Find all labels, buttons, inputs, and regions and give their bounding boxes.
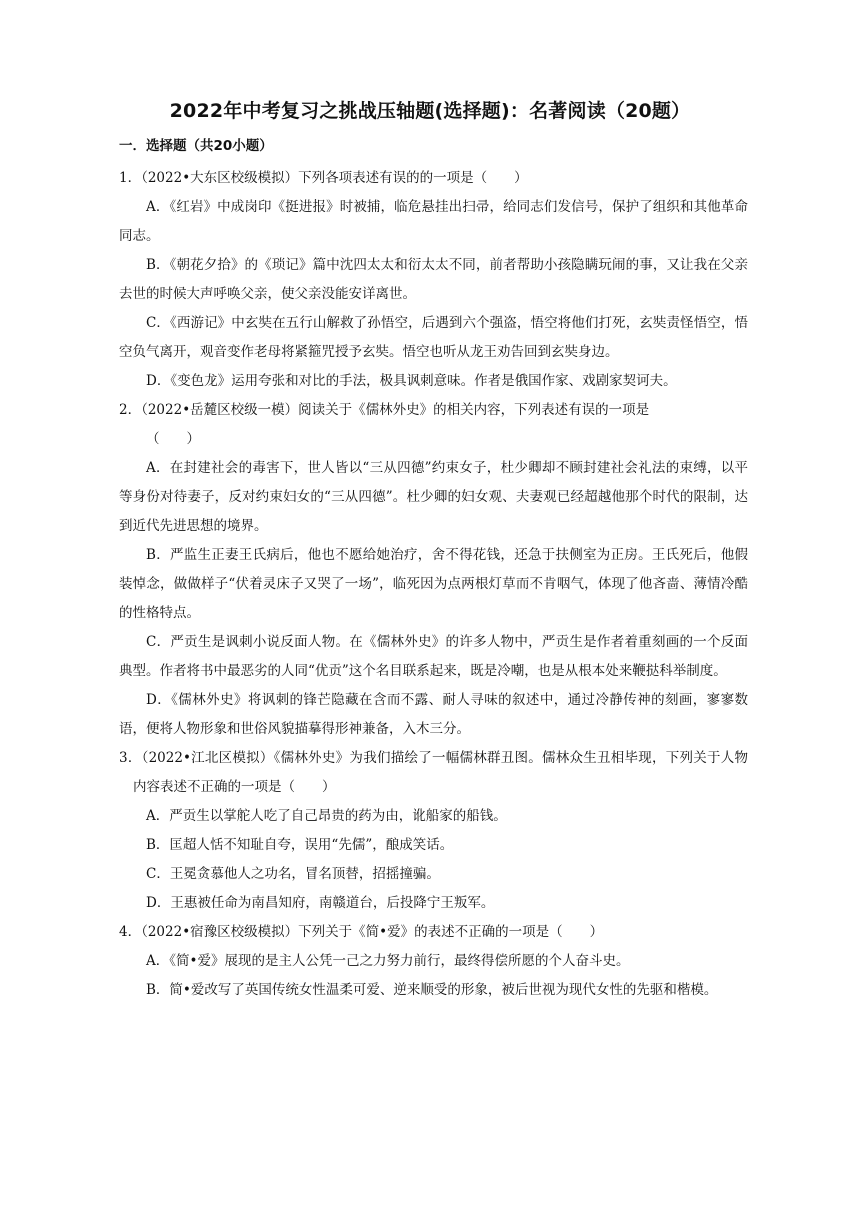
option-c: C．王冕贪慕他人之功名，冒名顶替，招摇撞骗。 [146,866,440,882]
document-title: 2022年中考复习之挑战压轴题(选择题)：名著阅读（20题） [169,100,691,122]
option-a: A．《简•爱》展现的是主人公凭一己之力努力前行，最终得偿所愿的个人奋斗史。 [146,953,630,969]
option-d: D．《儒林外史》将讽刺的锋芒隐藏在含而不露、耐人寻味的叙述中，通过冷静传神的刻画，寥寥数语，便将人物形象和世俗风貌描摹得形神兼备，入木三分。 [119,692,748,737]
option-b: B．匡超人恬不知耻自夸，误用“先儒”，酿成笑话。 [146,837,454,853]
section-heading: 一．选择题（共20小题） [119,138,273,154]
answer-parentheses: （ ） [146,431,200,447]
option-a: A．《红岩》中成岗印《挺进报》时被捕，临危悬挂出扫帚，给同志们发信号，保护了组织和其他革命同志。 [119,199,748,244]
question-1 [112,164,748,396]
option-b: B．严监生正妻王氏病后，他也不愿给她治疗，舍不得花钱，还急于扶侧室为正房。王氏死后，他假装悼念，做做样子“伏着灵床子又哭了一场”，临死因为点两根灯草而不肯咽气，体现了他吝啬、薄情冷酷的性格特点。 [119,547,748,621]
question-stem: 2．（2022•岳麓区校级一模）阅读关于《儒林外史》的相关内容，下列表述有误的一项是 [119,402,650,418]
option-b: B．《朝花夕拾》的《琐记》篇中沈四太太和衍太太不同，前者帮助小孩隐瞒玩闹的事，又让我在父亲去世的时候大声呼唤父亲，使父亲没能安详离世。 [119,257,748,302]
option-a: A．在封建社会的毒害下，世人皆以“三从四德”约束女子，杜少卿却不顾封建社会礼法的束缚，以平等身份对待妻子，反对约束妇女的“三从四德”。杜少卿的妇女观、夫妻观已经超越他那个时代的限制，达到近代先进思想的境界。 [119,460,748,534]
question-stem: 1．（2022•大东区校级模拟）下列各项表述有误的的一项是（ ） [119,170,528,186]
option-c: C．严贡生是讽刺小说反面人物。在《儒林外史》的许多人物中，严贡生是作者着重刻画的一个反面典型。作者将书中最恶劣的人同“优贡”这个名目联系起来，既是冷嘲，也是从根本处来鞭挞科举制度。 [119,634,748,679]
option-b: B．简•爱改写了英国传统女性温柔可爱、逆来顺受的形象，被后世视为现代女性的先驱和楷模。 [146,982,718,998]
option-d: D．《变色龙》运用夸张和对比的手法，极具讽刺意味。作者是俄国作家、戏剧家契诃夫。 [146,373,677,389]
question-stem: 4．（2022•宿豫区校级模拟）下列关于《简•爱》的表述不正确的一项是（ ） [119,924,604,940]
option-a: A．严贡生以掌舵人吃了自己昂贵的药为由，讹船家的船钱。 [146,808,507,824]
question-4 [112,918,748,1005]
question-3 [112,744,748,918]
question-2 [112,396,748,744]
question-stem: 3．（2022•江北区模拟）《儒林外史》为我们描绘了一幅儒林群丑图。儒林众生丑相毕现，下列关于人物内容表述不正确的一项是（ ） [119,750,748,795]
option-c: C．《西游记》中玄奘在五行山解救了孙悟空，后遇到六个强盗，悟空将他们打死，玄奘责怪悟空，悟空负气离开，观音变作老母将紧箍咒授予玄奘。悟空也听从龙王劝告回到玄奘身边。 [119,315,748,360]
option-d: D．王惠被任命为南昌知府，南赣道台，后投降宁王叛军。 [146,895,495,911]
